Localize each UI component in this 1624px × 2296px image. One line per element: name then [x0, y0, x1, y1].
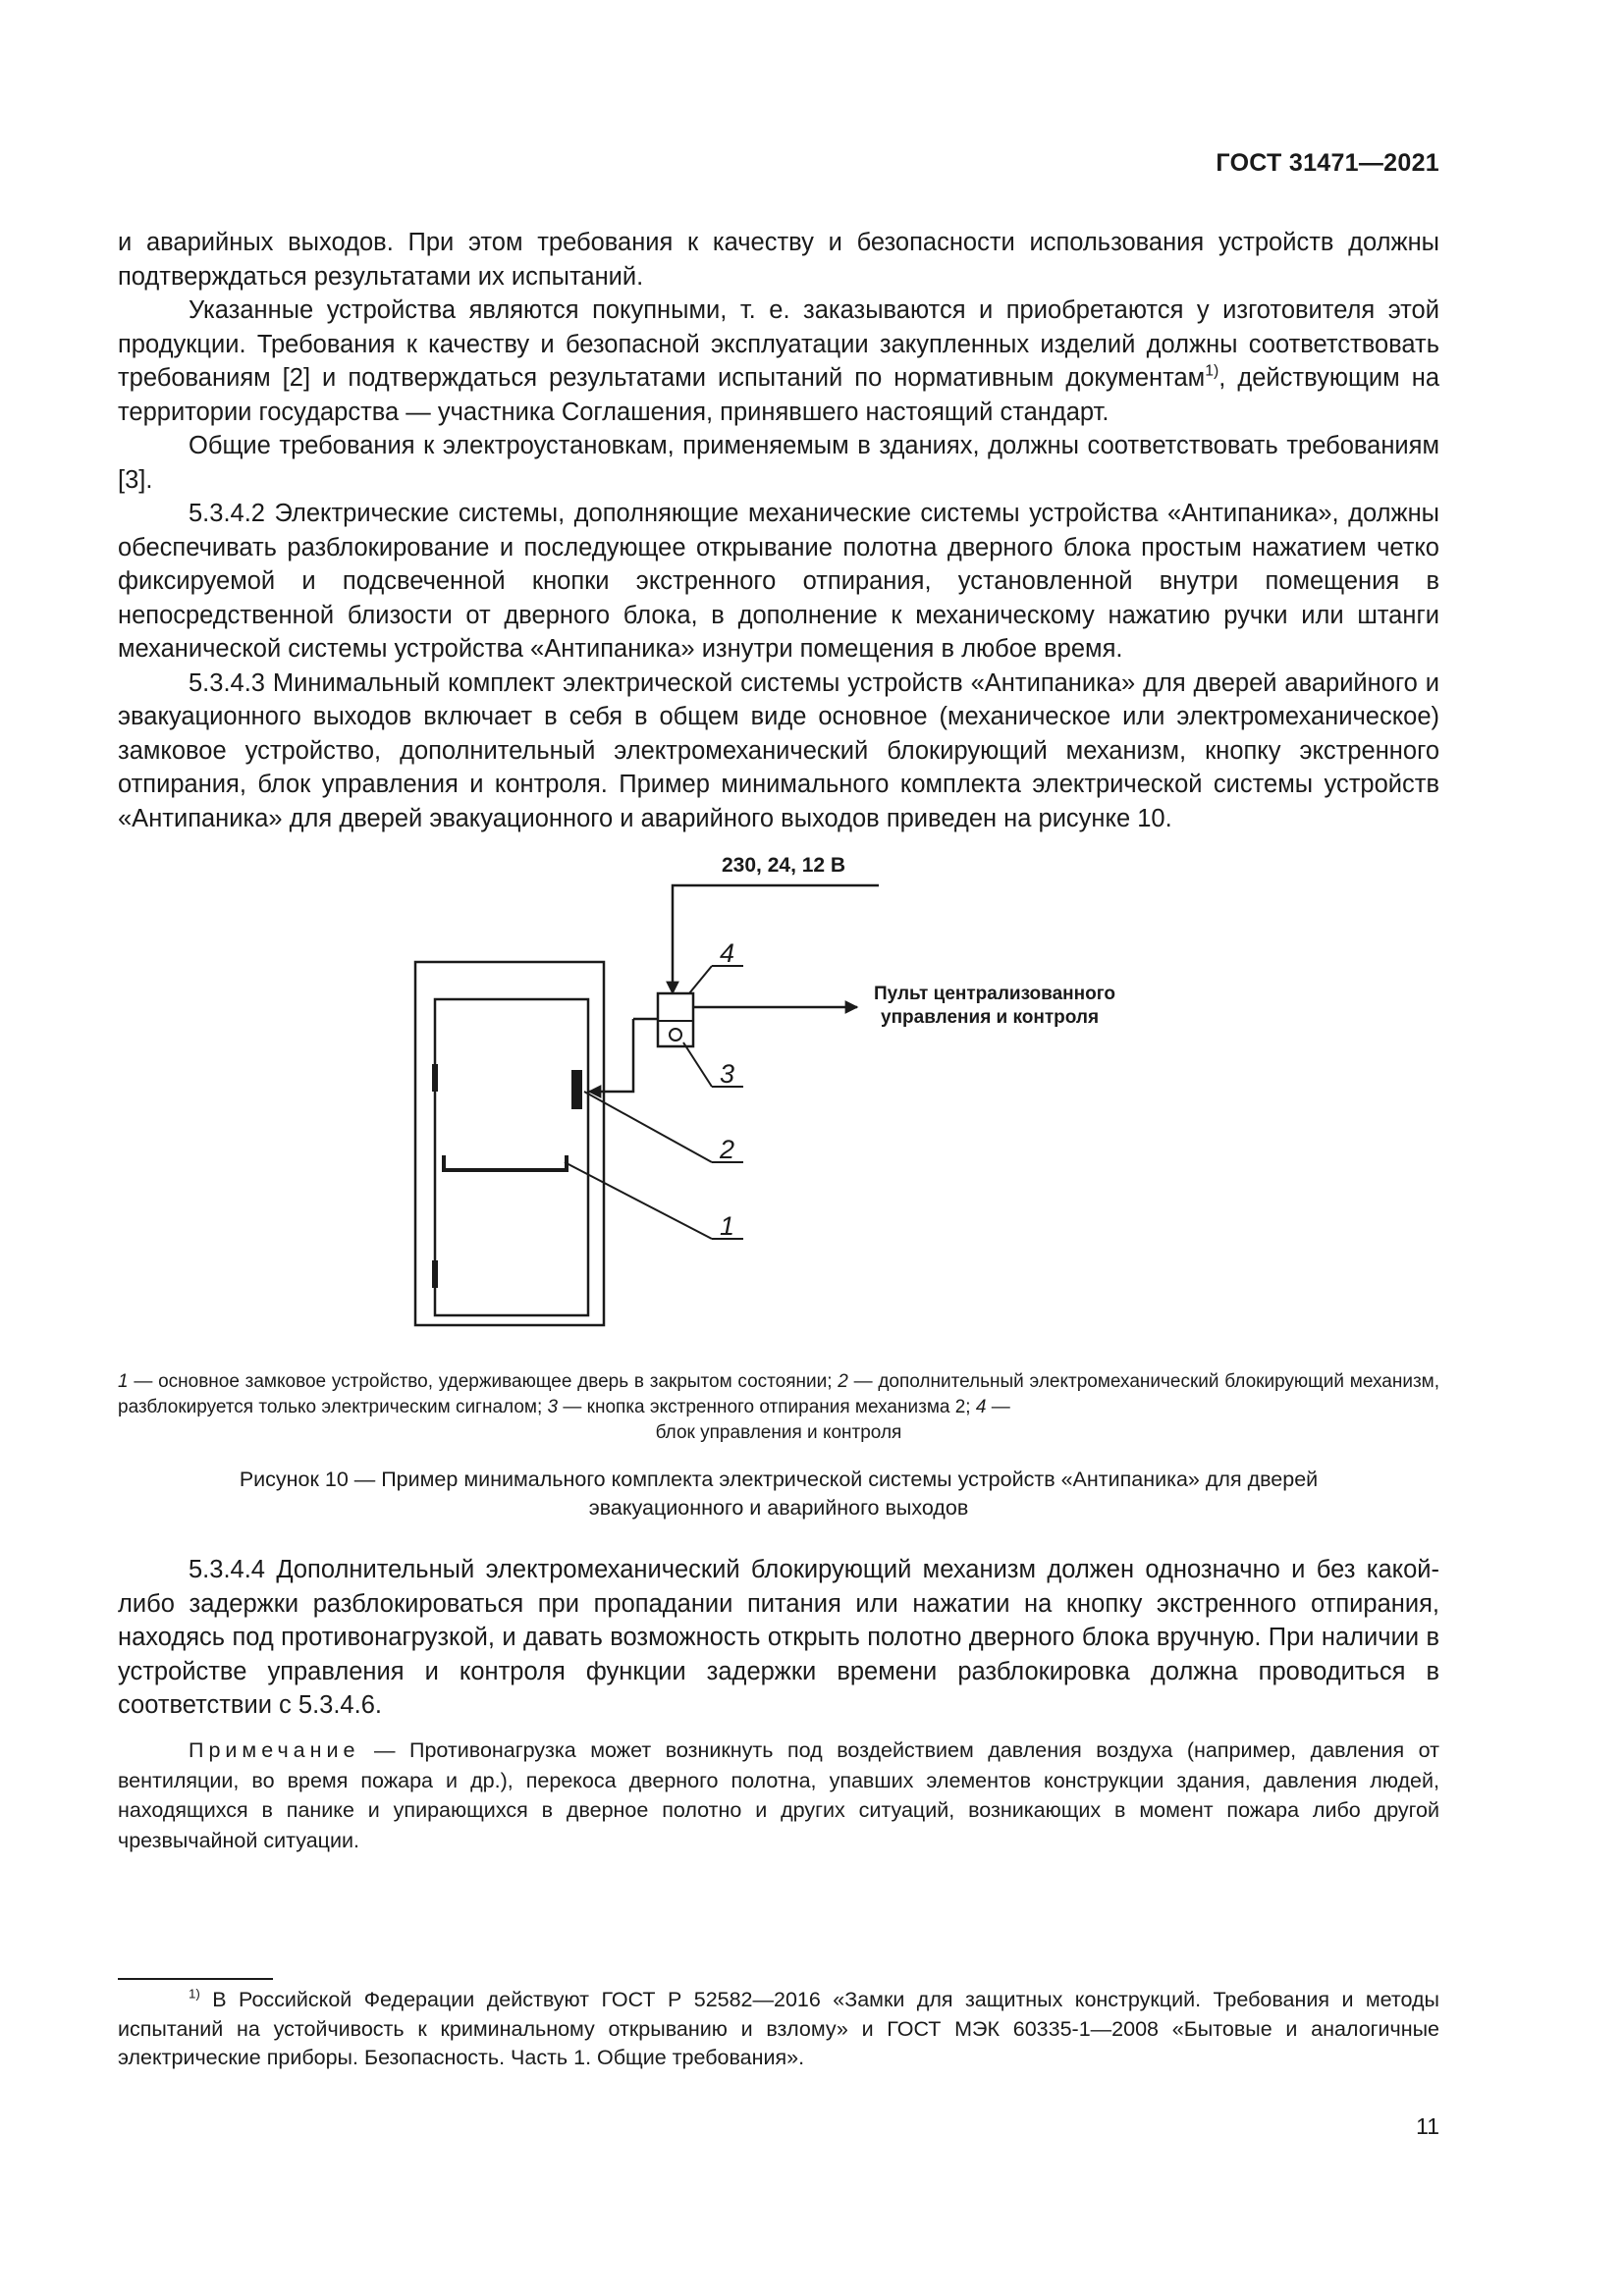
voltage-label: 230, 24, 12 В — [722, 854, 846, 877]
figure-legend — [118, 1369, 1439, 1446]
figure-10 — [388, 846, 1173, 1337]
legend-item-4: — — [986, 1397, 1010, 1417]
callout-2: 2 — [720, 1135, 735, 1164]
callout-1: 1 — [720, 1211, 735, 1241]
note — [118, 1735, 1439, 1855]
legend-number-1: 1 — [118, 1371, 129, 1392]
note-text: — Противонагрузка может возникнуть под воздействием давления воздуха (например, давления от вентиляции, во время пожара и др.), перекоса дверного полотна, упавших элементов конструкции здания, давления людей, находящихся в панике и упирающихся в дверное полотно и других ситуаций, возникающих в момент пожара либо другой чрезвычайной ситуации. — [118, 1738, 1439, 1852]
electromechanical-lock — [571, 1070, 582, 1109]
legend-number-2: 2 — [838, 1371, 848, 1392]
door-hinge-top — [432, 1064, 438, 1092]
note-paragraph — [118, 1735, 1439, 1855]
callout-1-leader — [565, 1162, 712, 1239]
figure-10-diagram — [388, 846, 1173, 1337]
legend-item-1: — основное замковое устройство, удерживающее дверь в закрытом состоянии; — [128, 1371, 839, 1392]
body-text — [118, 226, 1439, 835]
paragraph-electrical-installations: Общие требования к электроустановкам, применяемым в зданиях, должны соответствовать требованиям [3]. — [118, 432, 1439, 494]
body-text-2 — [118, 1553, 1439, 1723]
remote-label-line1: Пульт централизованного — [874, 984, 1115, 1004]
footnote-divider — [118, 1978, 273, 1980]
caption-line-2: эвакуационного и аварийного выходов — [588, 1496, 969, 1520]
callout-4: 4 — [720, 938, 735, 968]
paragraph-text: Указанные устройства являются покупными, т. е. заказываются и приобретаются у изготовителя этой продукции. Требования к качеству и безопасной эксплуатации закупленных изделий должны соответствовать требованиям [2] и подтверждаться результатами испытаний по нормативным документам — [118, 296, 1439, 392]
footnote-paragraph — [118, 1986, 1439, 2073]
note-label: Примечание — [189, 1738, 360, 1762]
caption-line-1: Рисунок 10 — Пример минимального комплекта электрической системы устройств «Антипаника» для дверей — [239, 1468, 1319, 1491]
footnote-text: В Российской Федерации действуют ГОСТ Р 52582—2016 «Замки для защитных конструкций. Требования и методы испытаний на устойчивость к криминальному открыванию и взлому» и ГОСТ МЭК 60335-1—2008 «Бытовые и аналогичные электрические приборы. Безопасность. Часть 1. Общие требования». — [118, 1988, 1439, 2069]
footnote-marker: 1) — [189, 1986, 200, 2002]
paragraph-text: , действующим на территории государства — участника Соглашения, принявшего настоящий стандарт. — [118, 364, 1439, 426]
paragraph-5-3-4-4: 5.3.4.4 Дополнительный электромеханический блокирующий механизм должен однозначно и без какой-либо задержки разблокироваться при пропадании питания или нажатии на кнопку экстренного отпирания, находясь под противонагрузкой, и давать возможность открыть полотно дверного блока вручную. При наличии в устройстве управления и контроля функции задержки времени разблокировка должна проводиться в соответствии с 5.3.4.6. — [118, 1556, 1439, 1719]
footnote-ref: 1) — [1205, 362, 1219, 380]
figure-caption — [118, 1466, 1439, 1522]
legend-number-4: 4 — [975, 1397, 987, 1417]
remote-label-line2: управления и контроля — [881, 1007, 1100, 1028]
callout-3-leader — [683, 1042, 712, 1087]
legend-item-2: — дополнительный электромеханический блокирующий механизм, разблокируется только электрическим сигналом; — [118, 1371, 1440, 1417]
document-header: ГОСТ 31471—2021 — [1216, 149, 1439, 177]
door-hinge-bottom — [432, 1260, 438, 1288]
door-frame — [415, 962, 604, 1325]
page-number: 11 — [1416, 2113, 1439, 2139]
callout-4-leader — [689, 966, 712, 993]
footnote — [118, 1986, 1439, 2073]
legend-item-3: — кнопка экстренного отпирания механизма 2; — [558, 1397, 976, 1417]
lock-wire — [589, 1019, 633, 1092]
paragraph-5-3-4-2: 5.3.4.2 Электрические системы, дополняющие механические системы устройства «Антипаника», должны обеспечивать разблокирование и последующее открывание полотна дверного блока простым нажатием четко фиксируемой и подсвеченной кнопки экстренного отпирания, установленной внутри помещения в непосредственной близости от дверного блока, в дополнение к механическому нажатию ручки или штанги механической системы устройства «Антипаника» изнутри помещения в любое время. — [118, 500, 1439, 663]
legend-item-4-end: блок управления и контроля — [655, 1422, 902, 1443]
legend-number-3: 3 — [547, 1397, 559, 1417]
callout-3: 3 — [720, 1059, 735, 1089]
legend-text — [118, 1369, 1439, 1420]
paragraph-purchased-devices — [118, 294, 1439, 429]
paragraph-continued: и аварийных выходов. При этом требования к качеству и безопасности использования устройств должны подтверждаться результатами их испытаний. — [118, 229, 1439, 291]
paragraph-5-3-4-3: 5.3.4.3 Минимальный комплект электрической системы устройств «Антипаника» для дверей аварийного и эвакуационного выходов включает в себя в общем виде основное (механическое или электромеханическое) замковое устройство, дополнительный электромеханический блокирующий механизм, кнопку экстренного отпирания, блок управления и контроля. Пример минимального комплекта электрической системы устройств «Антипаника» для дверей эвакуационного и аварийного выходов приведен на рисунке 10. — [118, 668, 1439, 832]
panic-bar — [444, 1155, 567, 1170]
